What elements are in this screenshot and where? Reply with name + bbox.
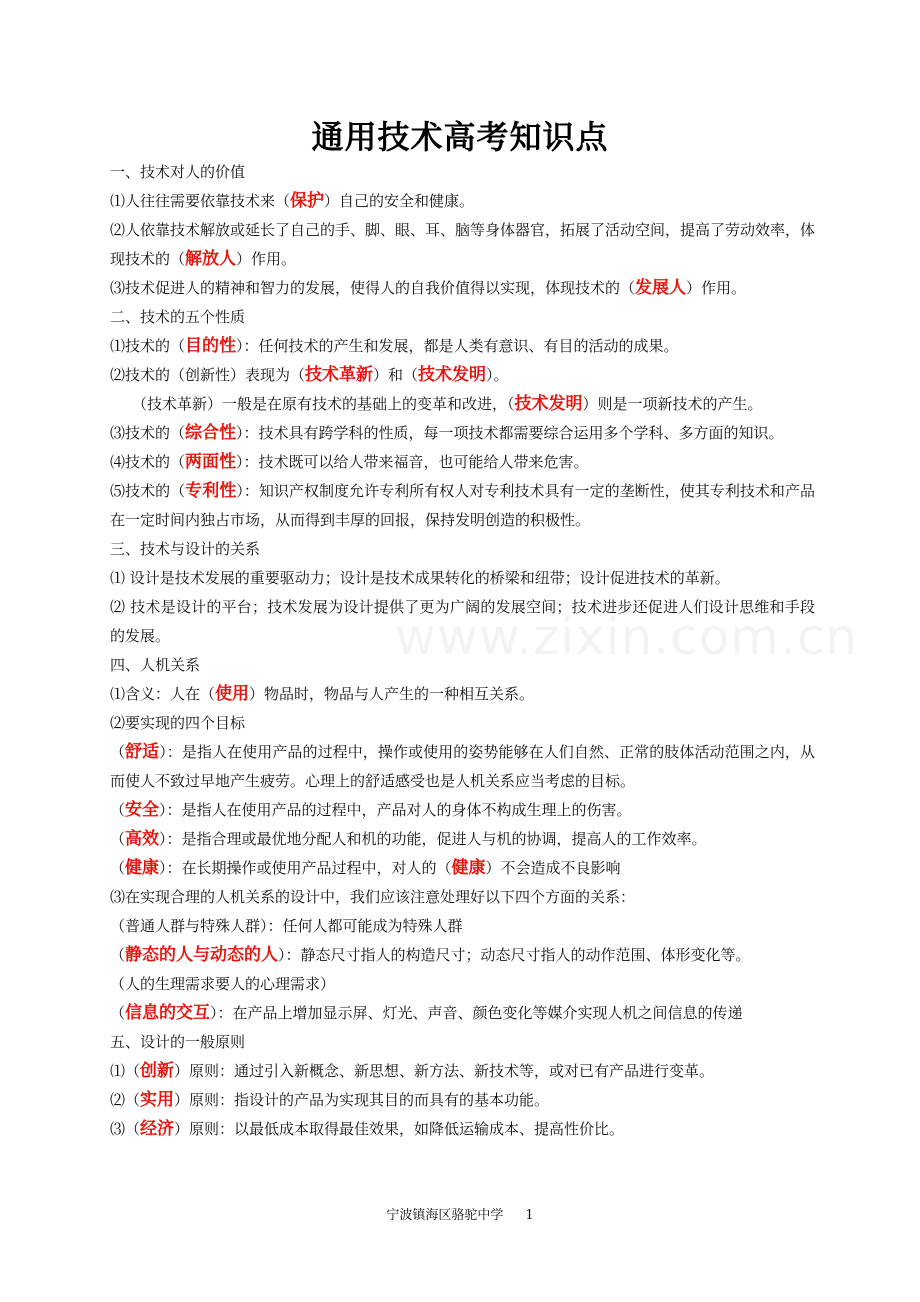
line-text: （ <box>110 859 126 877</box>
text-line <box>110 448 815 477</box>
text-line <box>110 303 815 332</box>
line-text: ⑴含义：人在（ <box>110 685 216 703</box>
text-line <box>110 274 815 303</box>
highlight-keyword: 综合性 <box>185 423 237 443</box>
highlight-keyword: 技术发明 <box>418 365 487 385</box>
highlight-keyword: 保护 <box>290 191 325 211</box>
line-text: ）：技术既可以给人带来福音，也可能给人带来危害。 <box>236 453 589 471</box>
text-line <box>110 187 815 216</box>
line-text: ⑵（ <box>110 1091 141 1109</box>
text-line <box>110 1086 815 1115</box>
highlight-keyword: 发展人 <box>635 278 687 298</box>
highlight-keyword: 高效 <box>125 829 160 849</box>
line-text: （ <box>110 743 126 761</box>
line-text: ⑸技术的（ <box>110 482 186 500</box>
highlight-keyword: 舒适 <box>125 742 160 762</box>
line-text: （普通人群与特殊人群）：任何人都可能成为特殊人群 <box>110 917 463 935</box>
line-text: ⑴人往往需要依靠技术来（ <box>110 192 291 210</box>
highlight-keyword: 安全 <box>125 800 160 820</box>
line-text: ）：知识产权制度允许专利所有权人对专利技术具有一定的垄断性，使其专利技术和产品在一定时间内独占市场，从而得到丰厚的回报，保持发明创造的积极性。 <box>110 482 815 529</box>
line-text: ）原则：以最低成本取得最佳效果，如降低运输成本、提高性价比。 <box>174 1120 625 1138</box>
line-text: （技术革新）一般是在原有技术的基础上的变革和改进，（ <box>132 395 515 413</box>
highlight-keyword: 使用 <box>215 684 250 704</box>
line-text: ⑷技术的（ <box>110 453 186 471</box>
highlight-keyword: 技术革新 <box>305 365 374 385</box>
line-text: （ <box>110 830 126 848</box>
text-line <box>110 941 815 970</box>
highlight-keyword: 目的性 <box>185 336 237 356</box>
line-text: ）。 <box>486 366 509 384</box>
text-line <box>110 1057 815 1086</box>
footer-page-number: 1 <box>525 1208 534 1223</box>
text-line <box>110 854 815 883</box>
text-line <box>110 825 815 854</box>
line-text: ⑴（ <box>110 1062 141 1080</box>
page-title: 通用技术高考知识点 <box>311 118 609 156</box>
line-text: ）：任何技术的产生和发展，都是人类有意识、有目的活动的成果。 <box>236 337 679 355</box>
text-line <box>110 332 815 361</box>
page-footer <box>0 1204 920 1223</box>
highlight-keyword: 信息的交互 <box>125 1003 211 1023</box>
line-text: ）物品时，物品与人产生的一种相互关系。 <box>249 685 535 703</box>
line-text: ）：在长期操作或使用产品过程中，对人的（ <box>159 859 452 877</box>
highlight-keyword: 专利性 <box>185 481 237 501</box>
text-line <box>110 709 815 738</box>
text-line <box>110 535 815 564</box>
text-line <box>110 158 815 187</box>
highlight-keyword: 创新 <box>140 1061 175 1081</box>
line-text: ）：技术具有跨学科的性质，每一项技术都需要综合运用多个学科、多方面的知识。 <box>236 424 784 442</box>
highlight-keyword: 健康 <box>451 858 486 878</box>
text-line <box>110 738 815 796</box>
line-text: ⑴技术的（ <box>110 337 186 355</box>
highlight-keyword: 两面性 <box>185 452 237 472</box>
line-text: ⑶技术的（ <box>110 424 186 442</box>
line-text: ）：静态尺寸指人的构造尺寸；动态尺寸指人的动作范围、体形变化等。 <box>278 946 751 964</box>
line-text: ⑵人依靠技术解放或延长了自己的手、脚、眼、耳、脑等身体器官，拓展了活动空间，提高了劳动效率，体现技术的（ <box>110 221 816 268</box>
highlight-keyword: 静态的人与动态的人 <box>125 945 279 965</box>
line-text: ）：在产品上增加显示屏、灯光、声音、颜色变化等媒介实现人机之间信息的传递 <box>210 1004 743 1022</box>
text-line <box>110 1115 815 1144</box>
highlight-keyword: 经济 <box>140 1119 175 1139</box>
text-line <box>110 1028 815 1057</box>
text-line <box>110 796 815 825</box>
highlight-keyword: 技术发明 <box>514 394 583 414</box>
line-text: （ <box>110 1004 126 1022</box>
text-line <box>110 651 815 680</box>
line-text: 五、设计的一般原则 <box>110 1033 246 1051</box>
text-line <box>110 970 815 999</box>
line-text: ）：是指人在使用产品的过程中，产品对人的身体不构成生理上的伤害。 <box>159 801 632 819</box>
text-line <box>110 999 815 1028</box>
line-text: ）不会造成不良影响 <box>485 859 621 877</box>
line-text: （ <box>110 946 126 964</box>
line-text: 二、技术的五个性质 <box>110 308 246 326</box>
text-line <box>110 390 815 419</box>
line-text: ）原则：通过引入新概念、新思想、新方法、新技术等，或对已有产品进行变革。 <box>174 1062 715 1080</box>
line-text: ）作用。 <box>236 250 297 268</box>
text-line <box>110 883 815 912</box>
line-text: ⑶在实现合理的人机关系的设计中，我们应该注意处理好以下四个方面的关系： <box>110 888 636 906</box>
line-text: ⑴ 设计是技术发展的重要驱动力；设计是技术成果转化的桥梁和纽带；设计促进技术的革新。 <box>110 569 730 587</box>
line-text: ⑶（ <box>110 1120 141 1138</box>
line-text: ⑵ 技术是设计的平台；技术发展为设计提供了更为广阔的发展空间；技术进步还促进人们设计思维和手段的发展。 <box>110 598 815 645</box>
line-text: ）作用。 <box>686 279 747 297</box>
line-text: ）和（ <box>373 366 419 384</box>
line-text: ）：是指人在使用产品的过程中，操作或使用的姿势能够在人们自然、正常的肢体活动范围之内，从而使人不致过早地产生疲劳。心理上的舒适感受也是人机关系应当考虑的目标。 <box>110 743 815 790</box>
text-line <box>110 593 815 651</box>
footer-school: 宁波镇海区骆驼中学 <box>386 1208 504 1223</box>
line-text: ⑵技术的（创新性）表现为（ <box>110 366 306 384</box>
line-text: ）则是一项新技术的产生。 <box>582 395 763 413</box>
line-text: ⑶技术促进人的精神和智力的发展，使得人的自我价值得以实现，体现技术的（ <box>110 279 636 297</box>
line-text: 一、技术对人的价值 <box>110 163 246 181</box>
text-line <box>110 361 815 390</box>
highlight-keyword: 解放人 <box>185 249 237 269</box>
line-text: ）：是指合理或最优地分配人和机的功能，促进人与机的协调，提高人的工作效率。 <box>159 830 707 848</box>
highlight-keyword: 健康 <box>125 858 160 878</box>
highlight-keyword: 实用 <box>140 1090 175 1110</box>
line-text: ）自己的安全和健康。 <box>324 192 475 210</box>
text-line <box>110 477 815 535</box>
line-text: （ <box>110 801 126 819</box>
line-text: ⑵要实现的四个目标 <box>110 714 246 732</box>
line-text: ）原则：指设计的产品为实现其目的而具有的基本功能。 <box>174 1091 550 1109</box>
text-line <box>110 216 815 274</box>
document-body <box>110 158 815 1144</box>
text-line <box>110 564 815 593</box>
line-text: 三、技术与设计的关系 <box>110 540 261 558</box>
text-line <box>110 912 815 941</box>
line-text: 四、人机关系 <box>110 656 201 674</box>
line-text: （人的生理需求要人的心理需求） <box>110 975 336 993</box>
text-line <box>110 680 815 709</box>
text-line <box>110 419 815 448</box>
